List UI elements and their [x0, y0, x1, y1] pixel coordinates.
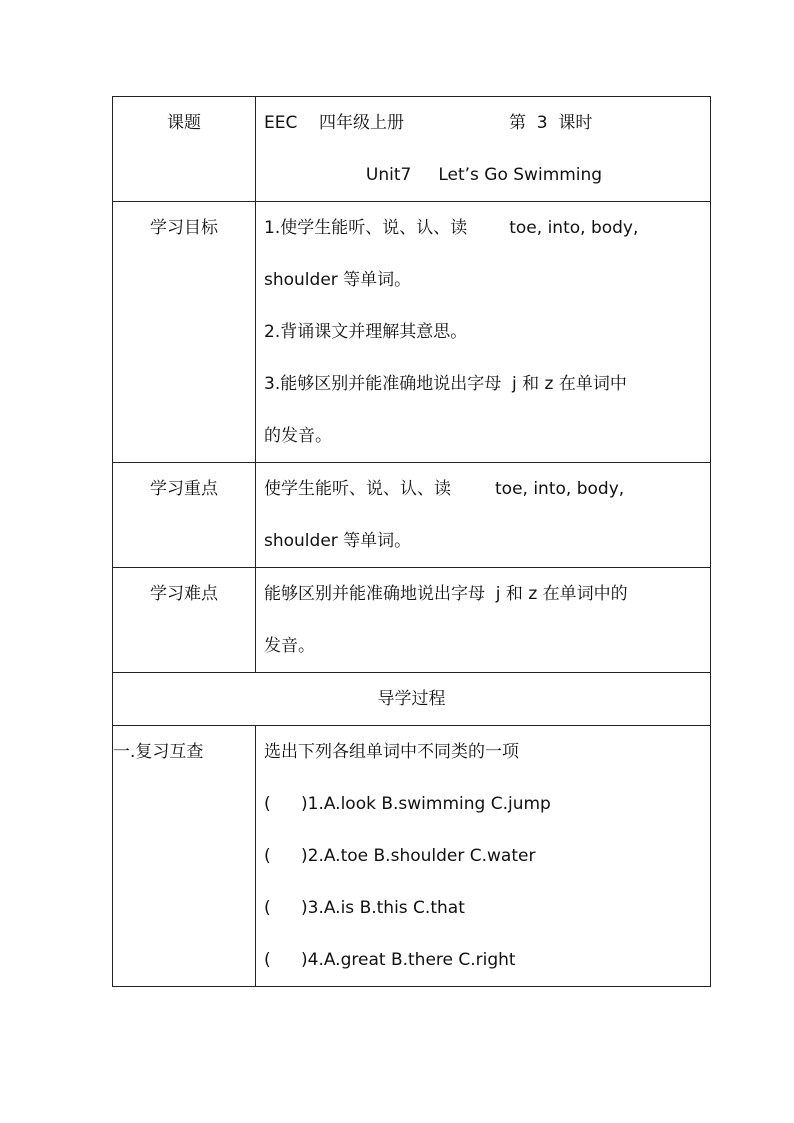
topic-course: EEC 四年级上册: [264, 113, 404, 133]
review-question-1: [264, 778, 704, 830]
review-content-cell: [256, 726, 711, 987]
goals-line-1-words: toe, into, body,: [509, 218, 639, 238]
goals-line-5: 的发音。: [264, 426, 332, 446]
answer-blank: (: [264, 950, 271, 970]
key-points-label: 学习重点: [150, 479, 218, 499]
answer-blank: (: [264, 898, 271, 918]
topic-label: 课题: [167, 113, 201, 133]
topic-label-cell: [113, 97, 256, 202]
process-title-row: [113, 673, 711, 726]
review-instruction: 选出下列各组单词中不同类的一项: [264, 742, 519, 762]
goals-label: 学习目标: [150, 218, 218, 238]
goals-row: [113, 202, 711, 463]
answer-blank: (: [264, 794, 271, 814]
difficulties-line-1: 能够区别并能准确地说出字母 j 和 z 在单词中的: [264, 584, 628, 604]
review-question-4: [264, 934, 704, 986]
goals-line-1-text: 1.使学生能听、说、认、读: [264, 218, 468, 238]
goals-line-4: 3.能够区别并能准确地说出字母 j 和 z 在单词中: [264, 374, 627, 394]
lesson-plan-table: [112, 96, 711, 987]
process-title: 导学过程: [377, 689, 446, 709]
question-text: )2.A.toe B.shoulder C.water: [301, 846, 536, 866]
question-text: )1.A.look B.swimming C.jump: [301, 794, 551, 814]
review-row: [113, 726, 711, 987]
difficulties-line-2: 发音。: [264, 636, 315, 656]
difficulties-row: [113, 568, 711, 673]
topic-content-cell: [256, 97, 711, 202]
topic-line-1: [264, 97, 704, 149]
review-question-2: [264, 830, 704, 882]
difficulties-label: 学习难点: [150, 584, 218, 604]
key-points-row: [113, 463, 711, 568]
goals-label-cell: [113, 202, 256, 463]
goals-line-2: shoulder 等单词。: [264, 270, 412, 290]
review-label: 一.复习互查: [113, 742, 204, 762]
question-text: )4.A.great B.there C.right: [301, 950, 516, 970]
answer-blank: (: [264, 846, 271, 866]
key-points-line-1-text: 使学生能听、说、认、读: [264, 479, 451, 499]
key-points-line-1: [264, 463, 704, 515]
difficulties-label-cell: [113, 568, 256, 673]
key-points-line-2: shoulder 等单词。: [264, 531, 412, 551]
key-points-content-cell: [256, 463, 711, 568]
topic-unit-title: Unit7 Let’s Go Swimming: [365, 165, 603, 185]
key-points-label-cell: [113, 463, 256, 568]
difficulties-content-cell: [256, 568, 711, 673]
review-label-cell: [113, 726, 256, 987]
goals-line-1: [264, 202, 704, 254]
process-title-cell: [113, 673, 711, 726]
key-points-line-1-words: toe, into, body,: [495, 479, 625, 499]
topic-row: [113, 97, 711, 202]
topic-period: 第 3 课时: [508, 113, 593, 133]
question-text: )3.A.is B.this C.that: [301, 898, 465, 918]
goals-line-3: 2.背诵课文并理解其意思。: [264, 322, 468, 342]
goals-content-cell: [256, 202, 711, 463]
review-question-3: [264, 882, 704, 934]
